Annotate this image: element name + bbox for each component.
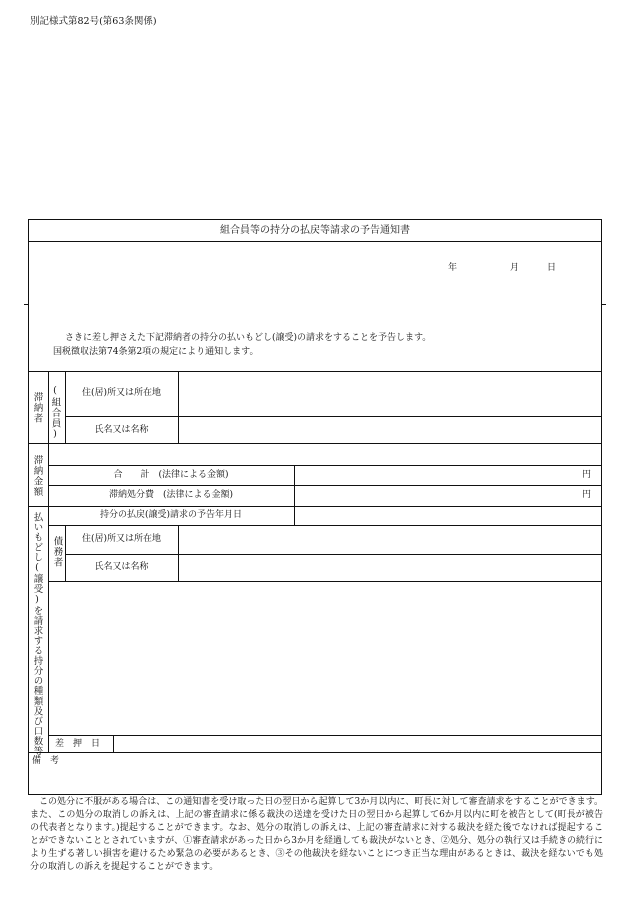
remarks-field[interactable] [70, 753, 601, 793]
amount-fee-field[interactable] [295, 486, 575, 505]
date-day: 日 [547, 263, 557, 273]
seizure-date-field[interactable] [114, 736, 601, 752]
rule-amount-top [28, 443, 602, 444]
title-divider [28, 241, 602, 242]
appeal-notice: この処分に不服がある場合は、この通知書を受け取った日の翌日から起算して3か月以内に、町長に対して審査請求をすることができます。また、この処分の取消しの訴えは、上記の審査請求に係る裁決の送達を受けた日の翌日から起算して6か月以内に町を被告として(町長が被告の代表者となります。)提起することができます。なお、処分の取消しの訴えは、上記の審査請求に対する裁決を経た後でなければ提起することができないこととされていますが、①審査請求があった日から3か月を経過しても裁決がないとき、②処分、処分の執行又は手続きの続行により生ずる著しい損害を避けるため緊急の必要があるとき、③その他裁決を経ないことにつき正当な理由があるときは、裁決を経ないでも処分の取消しの訴えを提起することができます。 [30, 797, 603, 872]
amount-total-unit: 円 [582, 470, 592, 480]
seizure-date-label: 差 押 日 [55, 739, 101, 749]
delinquent-address-field[interactable] [179, 372, 601, 416]
debtor-address-label: 住(居)所又は所在地 [81, 534, 162, 544]
margin-mark-right [601, 304, 606, 305]
delinquent-label: 滞納者 [31, 392, 43, 424]
margin-mark-left [24, 304, 29, 305]
delinquent-name-label: 氏名又は名称 [94, 425, 149, 435]
date-year: 年 [448, 263, 458, 273]
amount-total-field[interactable] [295, 466, 575, 485]
delinquent-address-label: 住(居)所又は所在地 [81, 388, 162, 398]
intro-line-1: さきに差し押さえた下記滞納者の持分の払いもどし(譲受)の請求をすることを予告します。 [65, 333, 432, 343]
debtor-label: 債務者 [51, 536, 63, 568]
amount-fee-unit: 円 [582, 490, 592, 500]
remarks-label: 備 考 [32, 756, 60, 766]
col-delinquent-label [48, 371, 49, 443]
date-month: 月 [510, 263, 520, 273]
refund-date-label: 持分の払戻(譲受)請求の予告年月日 [99, 510, 243, 520]
delinquent-sub-label: (組合員) [49, 385, 61, 441]
form-number-label: 別記様式第82号(第63条関係) [30, 16, 157, 27]
debtor-name-field[interactable] [179, 555, 601, 581]
debtor-name-label: 氏名又は名称 [94, 562, 149, 572]
amount-label: 滞納金額 [31, 455, 43, 497]
refund-section-label: 払いもどし(譲受)を請求する持分の種類及び口数等 [31, 512, 43, 757]
amount-total-label: 合 計 (法律による金額) [113, 470, 229, 480]
intro-line-2: 国税徴収法第74条第2項の規定により通知します。 [53, 347, 259, 357]
debtor-address-field[interactable] [179, 526, 601, 554]
share-details-field[interactable] [49, 582, 601, 735]
amount-fee-label: 滞納処分費 (法律による金額) [108, 490, 234, 500]
col-debtor-label [65, 525, 66, 581]
document-title: 組合員等の持分の払戻等請求の予告通知書 [220, 225, 410, 236]
delinquent-name-field[interactable] [179, 417, 601, 443]
refund-date-field[interactable] [295, 507, 601, 525]
